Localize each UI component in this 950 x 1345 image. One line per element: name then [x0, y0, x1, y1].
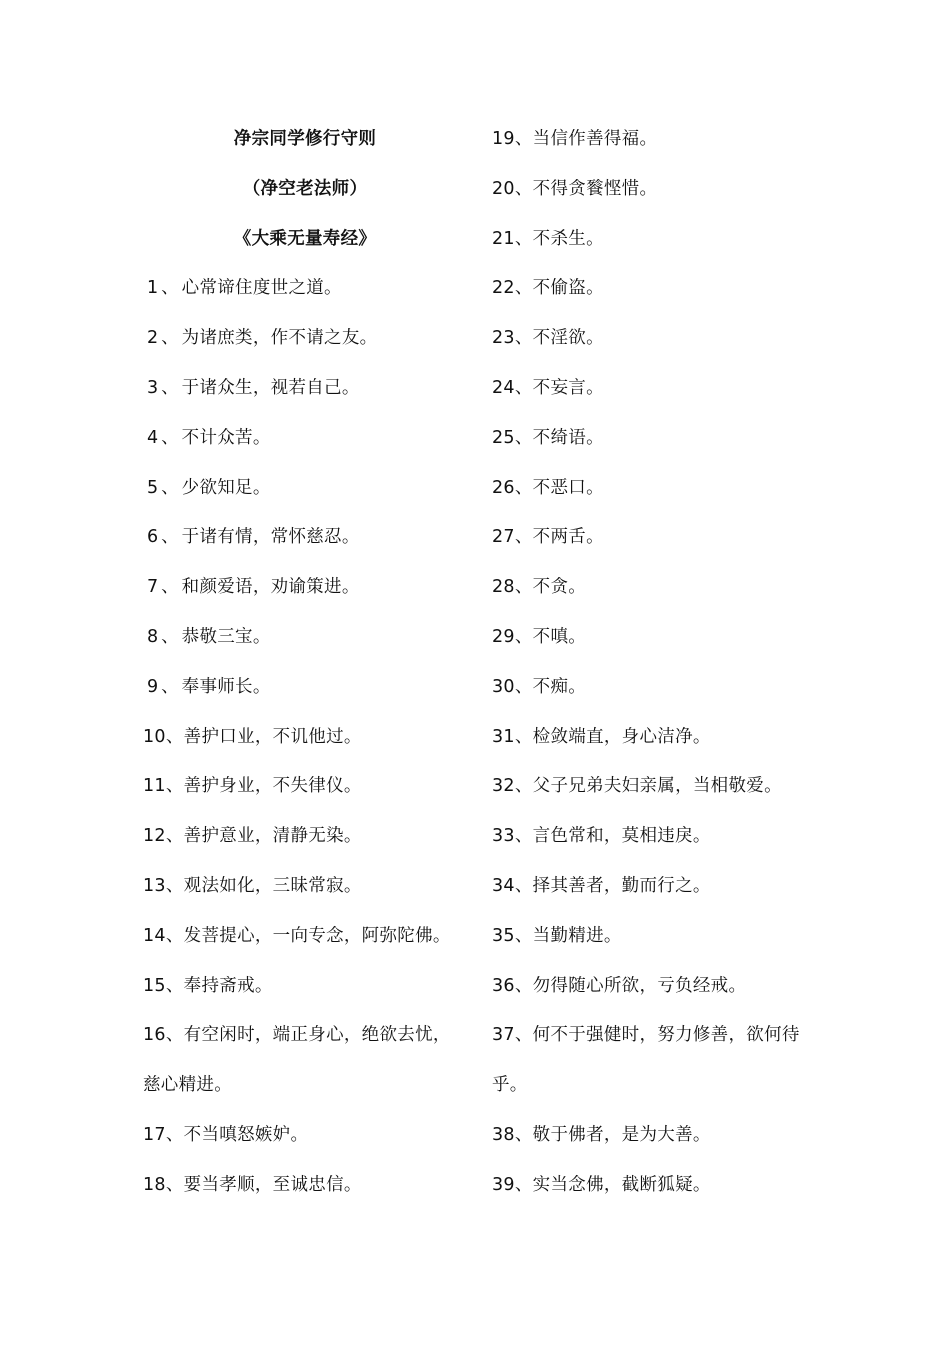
rule-text: 观法如化，三昧常寂。: [183, 875, 362, 896]
rule-number: 16、: [143, 1025, 184, 1046]
rule-number: 15、: [143, 975, 184, 996]
rule-item: [143, 364, 463, 414]
rule-text: 于诸有情，常怀慈忍。: [181, 527, 360, 548]
rule-text: 不两舌。: [532, 527, 604, 548]
rule-number: 1、: [147, 278, 182, 299]
rule-text: 当信作善得福。: [532, 129, 658, 149]
rule-text: 实当念佛，截断狐疑。: [532, 1174, 711, 1195]
rule-number: 37、: [492, 1025, 533, 1046]
right-rule-list: [492, 115, 822, 1211]
left-rule-list: [143, 264, 463, 1210]
rule-text: 善护身业，不失律仪。: [183, 776, 362, 797]
rule-number: 7、: [147, 577, 182, 598]
rule-text: 敬于佛者，是为大善。: [532, 1124, 711, 1145]
rule-item-continuation: [492, 1061, 822, 1111]
rule-number: 29、: [492, 626, 533, 647]
rule-text: 有空闲时，端正身心，绝欲去忧，: [183, 1025, 451, 1046]
rule-number: 19、: [492, 129, 533, 149]
rule-number: 22、: [492, 278, 533, 299]
rule-item: [143, 1111, 463, 1161]
rule-item: [143, 464, 463, 514]
rule-item: [143, 762, 463, 812]
rule-text: 不杀生。: [532, 228, 604, 249]
rule-number: 38、: [492, 1124, 533, 1145]
rule-text: 和颜爱语，劝谕策进。: [181, 577, 360, 598]
rule-item: [492, 962, 822, 1012]
rule-text: 不嗔。: [532, 626, 587, 647]
rule-number: 28、: [492, 577, 533, 598]
rule-item: [492, 762, 822, 812]
rule-item: [143, 264, 463, 314]
rule-text: 慈心精进。: [143, 1075, 232, 1096]
rule-text: 不偷盗。: [532, 278, 604, 299]
rule-item: [492, 563, 822, 613]
rule-item: [143, 1161, 463, 1211]
rule-number: 31、: [492, 726, 533, 747]
rule-item: [492, 513, 822, 563]
rule-number: 10、: [143, 726, 184, 747]
rule-number: 32、: [492, 776, 533, 797]
rule-text: 奉事师长。: [181, 676, 271, 697]
rule-number: 34、: [492, 875, 533, 896]
rule-item: [492, 464, 822, 514]
rule-item: [143, 414, 463, 464]
rule-item: [143, 663, 463, 713]
rule-number: 35、: [492, 925, 533, 946]
rule-number: 17、: [143, 1124, 184, 1145]
rule-text: 不痴。: [532, 676, 587, 697]
rule-number: 4、: [147, 427, 182, 448]
rule-item: [492, 364, 822, 414]
rule-text: 不妄言。: [532, 377, 604, 398]
rule-number: 11、: [143, 776, 184, 797]
author-line: （净空老法师）: [242, 178, 368, 199]
rule-item: [492, 812, 822, 862]
rule-item: [492, 115, 822, 165]
rule-number: 12、: [143, 826, 184, 847]
rule-item: [143, 314, 463, 364]
rule-number: 6、: [147, 527, 182, 548]
rule-text: 善护意业，清静无染。: [183, 826, 362, 847]
rule-text: 不贪。: [532, 577, 587, 598]
rule-number: 3、: [147, 377, 182, 398]
rule-item: [143, 1011, 463, 1061]
rule-text: 不淫欲。: [532, 328, 604, 349]
rule-item: [492, 1111, 822, 1161]
rule-number: 13、: [143, 875, 184, 896]
rule-item: [143, 962, 463, 1012]
rule-text: 奉持斋戒。: [183, 975, 273, 996]
rule-item: [143, 513, 463, 563]
rule-text: 检敛端直，身心洁净。: [532, 726, 711, 747]
rule-item: [492, 165, 822, 215]
rule-text: 勿得随心所欲，亏负经戒。: [532, 975, 747, 996]
rule-number: 25、: [492, 427, 533, 448]
rule-item: [492, 264, 822, 314]
rule-text: 乎。: [492, 1075, 528, 1096]
right-column: [492, 115, 822, 1211]
left-column: [143, 115, 463, 1211]
rule-text: 发菩提心，一向专念，阿弥陀佛。: [183, 925, 451, 946]
rule-number: 36、: [492, 975, 533, 996]
rule-number: 8、: [147, 626, 182, 647]
rule-text: 父子兄弟夫妇亲属，当相敬爱。: [532, 776, 782, 797]
rule-item-continuation: [143, 1061, 463, 1111]
rule-number: 30、: [492, 676, 533, 697]
rule-text: 不绮语。: [532, 427, 604, 448]
rule-item: [492, 414, 822, 464]
rule-text: 要当孝顺，至诚忠信。: [183, 1174, 362, 1195]
rule-number: 39、: [492, 1174, 533, 1195]
rule-item: [492, 314, 822, 364]
rule-number: 21、: [492, 228, 533, 249]
rule-text: 不计众苦。: [181, 427, 271, 448]
rule-number: 33、: [492, 826, 533, 847]
rule-text: 心常谛住度世之道。: [181, 278, 342, 299]
rule-item: [492, 1011, 822, 1061]
rule-item: [492, 613, 822, 663]
rule-text: 言色常和，莫相违戾。: [532, 826, 711, 847]
rule-text: 善护口业，不讥他过。: [183, 726, 362, 747]
rule-item: [143, 713, 463, 763]
rule-item: [143, 812, 463, 862]
rule-text: 不得贪餮悭惜。: [532, 178, 658, 199]
rule-item: [492, 862, 822, 912]
rule-text: 于诸众生，视若自己。: [181, 377, 360, 398]
rule-text: 不当嗔怒嫉妒。: [183, 1124, 309, 1145]
rule-item: [492, 663, 822, 713]
rule-text: 恭敬三宝。: [181, 626, 271, 647]
rule-number: 14、: [143, 925, 184, 946]
rule-number: 20、: [492, 178, 533, 199]
rule-text: 为诸庶类，作不请之友。: [181, 328, 378, 349]
source-title: 《大乘无量寿经》: [233, 228, 377, 249]
rule-item: [492, 912, 822, 962]
rule-number: 26、: [492, 477, 533, 498]
rule-text: 不恶口。: [532, 477, 604, 498]
rule-number: 27、: [492, 527, 533, 548]
rule-item: [143, 563, 463, 613]
rule-item: [143, 862, 463, 912]
rule-number: 5、: [147, 477, 182, 498]
rule-text: 当勤精进。: [532, 925, 622, 946]
document-title: 净宗同学修行守则: [233, 129, 377, 149]
rule-text: 少欲知足。: [181, 477, 271, 498]
rule-number: 9、: [147, 676, 182, 697]
rule-item: [143, 613, 463, 663]
rule-number: 23、: [492, 328, 533, 349]
rule-item: [492, 215, 822, 265]
rule-text: 择其善者，勤而行之。: [532, 875, 711, 896]
rule-number: 24、: [492, 377, 533, 398]
rule-number: 18、: [143, 1174, 184, 1195]
rule-item: [492, 713, 822, 763]
rule-item: [492, 1161, 822, 1211]
rule-number: 2、: [147, 328, 182, 349]
rule-item: [143, 912, 463, 962]
rule-text: 何不于强健时，努力修善，欲何待: [532, 1025, 800, 1046]
